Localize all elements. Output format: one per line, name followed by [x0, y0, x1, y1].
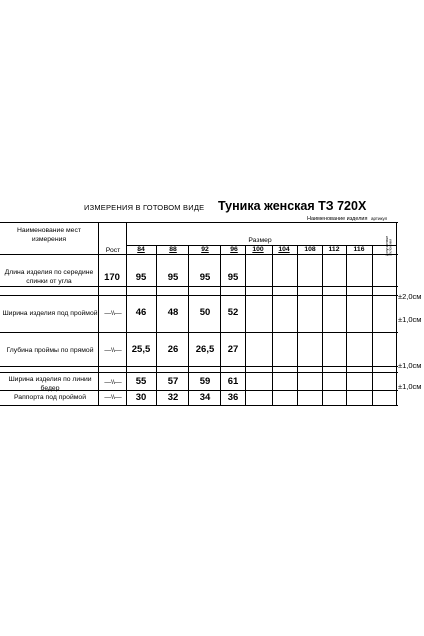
- row-name: Ширина изделия под проймой: [2, 310, 98, 317]
- row-value: 25,5: [131, 344, 151, 355]
- row-value: 95: [199, 272, 211, 283]
- row-value: 50: [199, 307, 211, 318]
- row-value: 32: [167, 392, 179, 403]
- size-label: 92: [201, 246, 209, 253]
- product-name-label: Наименование изделия: [307, 216, 368, 222]
- measurements-label: ИЗМЕРЕНИЯ В ГОТОВОМ ВИДЕ: [84, 203, 205, 212]
- row-value: 48: [167, 307, 179, 318]
- row-tolerance: ±1,0см: [398, 315, 422, 324]
- row-value: 95: [167, 272, 179, 283]
- row-value: 30: [135, 392, 147, 403]
- size-label: 96: [230, 246, 238, 253]
- size-label: 88: [169, 246, 177, 253]
- row-value: 34: [199, 392, 211, 403]
- row-height: —\\—: [104, 310, 122, 317]
- row-tolerance: ±1,0см: [398, 382, 422, 391]
- row-height: —\\—: [104, 347, 122, 354]
- row-height: 170: [104, 272, 120, 283]
- col-header-height: Рост: [105, 247, 121, 254]
- size-label: 100: [252, 246, 264, 253]
- col-header-name: Наименование мест измерения: [17, 227, 81, 243]
- row-value: 59: [199, 376, 211, 387]
- row-value: 52: [227, 307, 239, 318]
- row-value: 27: [227, 344, 239, 355]
- row-value: 46: [135, 307, 147, 318]
- row-value: 95: [227, 272, 239, 283]
- row-tolerance: ±2,0см: [398, 292, 422, 301]
- size-label: 116: [353, 246, 365, 253]
- tolerance-header: Допускаемые отклонения: [385, 235, 393, 256]
- row-name: Раппорта под проймой: [13, 394, 87, 401]
- size-label: 108: [304, 246, 316, 253]
- article-label: артикул: [371, 216, 388, 221]
- row-tolerance: ±1,0см: [398, 361, 422, 370]
- size-label: 104: [278, 246, 290, 253]
- row-height: —\\—: [104, 394, 122, 401]
- size-label: 84: [137, 246, 145, 253]
- row-value: 26,5: [195, 344, 215, 355]
- col-header-size: Размер: [248, 237, 272, 244]
- row-value: 55: [135, 376, 147, 387]
- row-value: 26: [167, 344, 179, 355]
- row-value: 61: [227, 376, 239, 387]
- row-value: 57: [167, 376, 179, 387]
- row-name: Глубина проймы по прямой: [6, 347, 94, 354]
- product-title: Туника женская ТЗ 720Х: [218, 199, 367, 213]
- row-name: Ширина изделия по линии бедер: [8, 376, 92, 392]
- size-label: 112: [328, 246, 340, 253]
- row-name: Длина изделия по середине спинки от угла: [4, 269, 94, 285]
- row-value: 95: [135, 272, 147, 283]
- row-value: 36: [227, 392, 239, 403]
- row-height: —\\—: [104, 379, 122, 386]
